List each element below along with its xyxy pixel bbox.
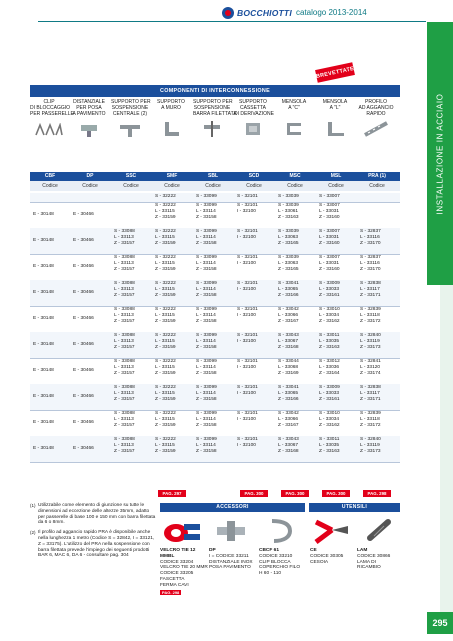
- footnote-2: [30, 530, 156, 559]
- component-3-name: SUPPORTO PER SOSPENSIONE CENTRALE (2): [111, 99, 151, 117]
- side-tab-label: INSTALLAZIONE IN ACCIAIO: [435, 93, 445, 215]
- table-cell: E - 30466: [73, 212, 94, 217]
- table-row: [30, 280, 400, 307]
- table-cell: E - 30466: [73, 238, 94, 243]
- table-cell: E - 30148: [33, 420, 54, 425]
- accessory-1: [160, 514, 208, 596]
- table-cell: S - 32101 I - 32100: [237, 437, 258, 449]
- table-cell: S - 33044 L - 33068 Z - 33169: [278, 359, 299, 377]
- page-reference: PAG. 300: [281, 490, 309, 497]
- table-cell: S - 32838 L - 33117 Z - 33171: [360, 385, 381, 403]
- accessori-title: ACCESSORI: [160, 503, 305, 512]
- table-cell: S - 33099 L - 33114 Z - 33158: [196, 203, 217, 221]
- page-reference: PAG. 297: [158, 490, 186, 497]
- component-2-name: DISTANZIALE PER POSA A PAVIMENTO: [72, 99, 106, 117]
- footnote-2-text: Il profilo ad aggancio rapido PRA è disponibile anche nella lunghezza 1 metro (Codice S = 32842, I = 33121, Z = 33175). L'utilizzo del PRA nella sospensione con barra filettata prevede l'impiego dei seguenti prodotti BAR 6, MAC 6, DA 6 - consultare pag. 304: [38, 530, 155, 559]
- table-cell: S - 32222 L - 33115 Z - 33159: [155, 203, 176, 221]
- code-header-3: SSC: [125, 173, 137, 179]
- accessory-5-details: CODICE 30866 LAMA DI RICAMBIO: [357, 553, 391, 571]
- table-cell: S - 33099: [196, 194, 217, 199]
- table-cell: E - 30148: [33, 212, 54, 217]
- accessory-2-name: DP: [209, 548, 216, 553]
- table-cell: E - 30466: [73, 316, 94, 321]
- codice-label-3: Codice: [123, 183, 139, 189]
- table-cell: E - 30466: [73, 446, 94, 451]
- footnotes: [30, 503, 156, 563]
- component-1-name: CLIP DI BLOCCAGGIO PER PASSERELLE: [30, 99, 74, 117]
- component-9-image: [357, 119, 395, 137]
- codice-label-8: Codice: [328, 183, 344, 189]
- accessory-1-details: CODICE 33204 VELCRO TIE 20 MMR CODICE 33205 FASCETTA FERMA CAVI: [160, 559, 208, 588]
- table-cell: S - 32839 L - 33118 Z - 33172: [360, 411, 381, 429]
- table-cell: S - 33099 L - 33114 Z - 33158: [196, 307, 217, 325]
- accessory-2-image: [209, 514, 253, 548]
- component-8: [316, 99, 354, 137]
- table-cell: S - 33099 L - 33114 Z - 33158: [196, 333, 217, 351]
- table-cell: S - 33041 L - 33065 Z - 33166: [278, 281, 299, 299]
- accessory-5-image: [357, 514, 401, 548]
- table-cell: S - 32101 I - 32100: [237, 307, 258, 319]
- table-row: [30, 436, 400, 463]
- table-row: [30, 254, 400, 281]
- table-cell: S - 32839 L - 33118 Z - 33172: [360, 307, 381, 325]
- table-cell: E - 30148: [33, 342, 54, 347]
- table-cell: S - 32101 I - 32100: [237, 333, 258, 345]
- code-header-5: SBL: [208, 173, 218, 179]
- accessory-4-details: CODICE 30305 CESOIA: [310, 553, 344, 565]
- table-cell: S - 33007 L - 33031 Z - 33160: [319, 203, 340, 221]
- brand-logo-icon: [222, 7, 234, 19]
- code-header-1: CBF: [44, 173, 56, 179]
- component-9-name: PROFILO AD AGGANCIO RAPIDO: [358, 99, 394, 117]
- accessory-2-details: I = CODICE 33211 DISTANZIALE INOX POSA PAVIMENTO: [209, 553, 253, 571]
- table-cell: S - 33039 L - 33063 Z - 33165: [278, 255, 299, 273]
- codice-label-9: Codice: [369, 183, 385, 189]
- components-title: COMPONENTI DI INTERCONNESSIONE: [30, 85, 400, 97]
- table-cell: E - 30148: [33, 394, 54, 399]
- component-2-image: [70, 119, 108, 137]
- table-row: [30, 384, 400, 411]
- table-cell: S - 33009 L - 33033 Z - 33161: [319, 385, 340, 403]
- table-row: [30, 358, 400, 385]
- footnote-1-mark: (1): [30, 503, 36, 508]
- table-cell: S - 32222 L - 33115 Z - 33159: [155, 437, 176, 455]
- catalog-title: catalogo 2013-2014: [296, 8, 367, 17]
- component-9: [357, 99, 395, 137]
- table-cell: E - 30148: [33, 446, 54, 451]
- accessory-2: [209, 514, 253, 571]
- component-1: [30, 99, 74, 137]
- table-cell: E - 30148: [33, 368, 54, 373]
- table-cell: S - 33011 L - 33035 Z - 33163: [319, 437, 340, 455]
- table-cell: S - 33042 L - 33066 Z - 33167: [278, 307, 299, 325]
- code-header-7: MSC: [289, 173, 301, 179]
- table-cell: S - 33088 L - 33113 Z - 33157: [114, 333, 135, 351]
- accessory-3-image: [259, 514, 303, 548]
- table-cell: S - 33010 L - 33034 Z - 33162: [319, 411, 340, 429]
- codice-label-1: Codice: [42, 183, 58, 189]
- table-cell: S - 32840 L - 33119 Z - 33173: [360, 437, 381, 455]
- table-cell: S - 32222 L - 33115 Z - 33159: [155, 229, 176, 247]
- table-cell: S - 32222 L - 33115 Z - 33159: [155, 333, 176, 351]
- table-cell: S - 33088 L - 33113 Z - 33157: [114, 255, 135, 273]
- table-cell: S - 32101: [237, 194, 258, 199]
- code-header-8: MSL: [330, 173, 342, 179]
- table-cell: S - 32101 I - 32100: [237, 359, 258, 371]
- component-4-name: SUPPORTO A MURO: [157, 99, 185, 111]
- code-header-9: PRA (1): [368, 173, 386, 179]
- accessory-4: [310, 514, 354, 565]
- table-cell: E - 30148: [33, 290, 54, 295]
- codice-label-4: Codice: [164, 183, 180, 189]
- table-cell: S - 33010 L - 33034 Z - 33162: [319, 307, 340, 325]
- table-cell: S - 33099 L - 33114 Z - 33158: [196, 281, 217, 299]
- table-row: [30, 332, 400, 359]
- component-2: [70, 99, 108, 137]
- table-cell: S - 33041 L - 33065 Z - 33166: [278, 385, 299, 403]
- table-cell: S - 33043 L - 33067 Z - 33168: [278, 437, 299, 455]
- utensili-title: UTENSILI: [309, 503, 400, 512]
- table-cell: S - 33099 L - 33114 Z - 33158: [196, 437, 217, 455]
- footnote-1: [30, 503, 156, 526]
- table-cell: S - 32101 I - 32100: [237, 411, 258, 423]
- codice-label-2: Codice: [82, 183, 98, 189]
- patented-badge: BREVETTATE: [315, 62, 355, 83]
- table-cell: E - 30466: [73, 342, 94, 347]
- table-cell: S - 33011 L - 33035 Z - 33163: [319, 333, 340, 351]
- component-3-image: [111, 119, 149, 137]
- table-cell: S - 32222 L - 33115 Z - 33159: [155, 255, 176, 273]
- component-5: [193, 99, 237, 137]
- table-cell: E - 30466: [73, 394, 94, 399]
- accessory-3: [259, 514, 303, 577]
- table-cell: E - 30148: [33, 238, 54, 243]
- brand-logo: [222, 7, 292, 19]
- codes-table: [30, 193, 400, 488]
- accessory-3-name: CBCF 61: [259, 548, 279, 553]
- codice-label-5: Codice: [205, 183, 221, 189]
- component-6: [234, 99, 272, 137]
- table-cell: S - 32101 I - 32100: [237, 255, 258, 267]
- page-reference: PAG. 300: [322, 490, 350, 497]
- table-cell: S - 32222 L - 33115 Z - 33159: [155, 385, 176, 403]
- table-cell: S - 32222 L - 33115 Z - 33159: [155, 411, 176, 429]
- component-8-name: MENSOLA A "L": [322, 99, 348, 111]
- code-header-2: DP: [86, 173, 94, 179]
- table-cell: E - 30466: [73, 420, 94, 425]
- table-row: [30, 410, 400, 437]
- table-cell: S - 32101 I - 32100: [237, 281, 258, 293]
- table-cell: S - 33099 L - 33114 Z - 33158: [196, 255, 217, 273]
- table-cell: S - 32837 L - 33116 Z - 33170: [360, 255, 381, 273]
- component-3: [111, 99, 149, 137]
- table-cell: S - 32841 L - 33120 Z - 33174: [360, 359, 381, 377]
- component-6-image: [234, 119, 272, 137]
- table-cell: S - 32101 I - 32100: [237, 229, 258, 241]
- table-cell: S - 33009 L - 33033 Z - 33161: [319, 281, 340, 299]
- table-cell: S - 32222 L - 33115 Z - 33159: [155, 281, 176, 299]
- component-5-name: SUPPORTO PER SOSPENSIONE BARRA FILETTATA: [193, 99, 237, 117]
- footnote-1-text: Utilizzabile come elemento di giunzione su tutte le dimensioni ad eccezione delle altezze 35mm, adatto per passerelle di base 100 e 150 mm con barra filettata da 6 o 8mm.: [38, 503, 156, 526]
- component-7-name: MENSOLA A "C": [281, 99, 307, 111]
- table-cell: S - 33099 L - 33114 Z - 33158: [196, 411, 217, 429]
- page-reference: PAG. 298: [363, 490, 391, 497]
- page-header: [0, 0, 453, 22]
- footnote-2-mark: (2): [30, 530, 36, 536]
- table-cell: S - 33099 L - 33114 Z - 33158: [196, 385, 217, 403]
- page-number: 295: [427, 612, 453, 634]
- table-cell: S - 32838 L - 33117 Z - 33171: [360, 281, 381, 299]
- table-row: [30, 306, 400, 333]
- table-cell: S - 33012 L - 33036 Z - 33164: [319, 359, 340, 377]
- table-cell: E - 30466: [73, 264, 94, 269]
- table-cell: S - 33039 L - 33061 Z - 33163: [278, 203, 299, 221]
- table-cell: E - 30148: [33, 264, 54, 269]
- component-6-name: SUPPORTO CASSETTA DI DERIVAZIONE: [234, 99, 274, 117]
- table-cell: S - 32222: [155, 194, 176, 199]
- page-reference: PAG. 300: [240, 490, 268, 497]
- table-cell: S - 33039: [278, 194, 299, 199]
- table-cell: S - 33043 L - 33067 Z - 33168: [278, 333, 299, 351]
- header-divider: [38, 21, 426, 22]
- accessory-4-image: [310, 514, 354, 548]
- table-cell: S - 33088 L - 33113 Z - 33157: [114, 411, 135, 429]
- table-cell: S - 32101 I - 32100: [237, 385, 258, 397]
- component-7-image: [275, 119, 313, 137]
- table-cell: S - 33088 L - 33113 Z - 33157: [114, 281, 135, 299]
- codice-label-7: Codice: [287, 183, 303, 189]
- table-cell: S - 32222 L - 33115 Z - 33159: [155, 359, 176, 377]
- table-cell: S - 32837 L - 33116 Z - 33170: [360, 229, 381, 247]
- table-cell: S - 33039 L - 33063 Z - 33165: [278, 229, 299, 247]
- table-cell: S - 32222 L - 33115 Z - 33159: [155, 307, 176, 325]
- table-cell: E - 30466: [73, 290, 94, 295]
- accessory-5-name: LAM: [357, 548, 368, 553]
- component-8-image: [316, 119, 354, 137]
- table-cell: S - 33007 L - 33031 Z - 33160: [319, 255, 340, 273]
- component-5-image: [193, 119, 231, 137]
- component-1-image: [30, 119, 68, 137]
- table-cell: S - 32101 I - 32100: [237, 203, 258, 215]
- table-row: [30, 228, 400, 255]
- accessory-1-name: VELCRO TIE 12 MMBL: [160, 548, 196, 559]
- table-cell: S - 33099 L - 33114 Z - 33158: [196, 359, 217, 377]
- component-4: [152, 99, 190, 137]
- component-7: [275, 99, 313, 137]
- brand-name: BOCCHIOTTI: [237, 8, 292, 18]
- accessory-5: [357, 514, 401, 571]
- table-cell: S - 32840 L - 33119 Z - 33173: [360, 333, 381, 351]
- accessory-1-page-ref: PAG. 298: [162, 589, 180, 595]
- accessory-3-details: CODICE 33210 CLIP BLOCCA COPERCHIO FILO H 60 - 110: [259, 553, 301, 577]
- table-cell: S - 33088 L - 33113 Z - 33157: [114, 359, 135, 377]
- table-cell: S - 33088 L - 33113 Z - 33157: [114, 307, 135, 325]
- table-cell: S - 33007 L - 33031 Z - 33160: [319, 229, 340, 247]
- codice-label-6: Codice: [246, 183, 262, 189]
- table-cell: E - 30148: [33, 316, 54, 321]
- table-cell: S - 33007: [319, 194, 340, 199]
- component-4-image: [152, 119, 190, 137]
- accessory-4-name: CE: [310, 548, 317, 553]
- table-cell: E - 30466: [73, 368, 94, 373]
- table-cell: S - 33042 L - 33066 Z - 33167: [278, 411, 299, 429]
- code-header-4: SMF: [166, 173, 178, 179]
- table-cell: S - 33099 L - 33114 Z - 33158: [196, 229, 217, 247]
- code-header-6: SCD: [248, 173, 260, 179]
- table-cell: S - 33088 L - 33113 Z - 33157: [114, 229, 135, 247]
- table-row: [30, 202, 400, 229]
- table-cell: S - 33088 L - 33113 Z - 33157: [114, 385, 135, 403]
- table-cell: S - 33088 L - 33113 Z - 33157: [114, 437, 135, 455]
- accessory-1-image: [160, 514, 204, 548]
